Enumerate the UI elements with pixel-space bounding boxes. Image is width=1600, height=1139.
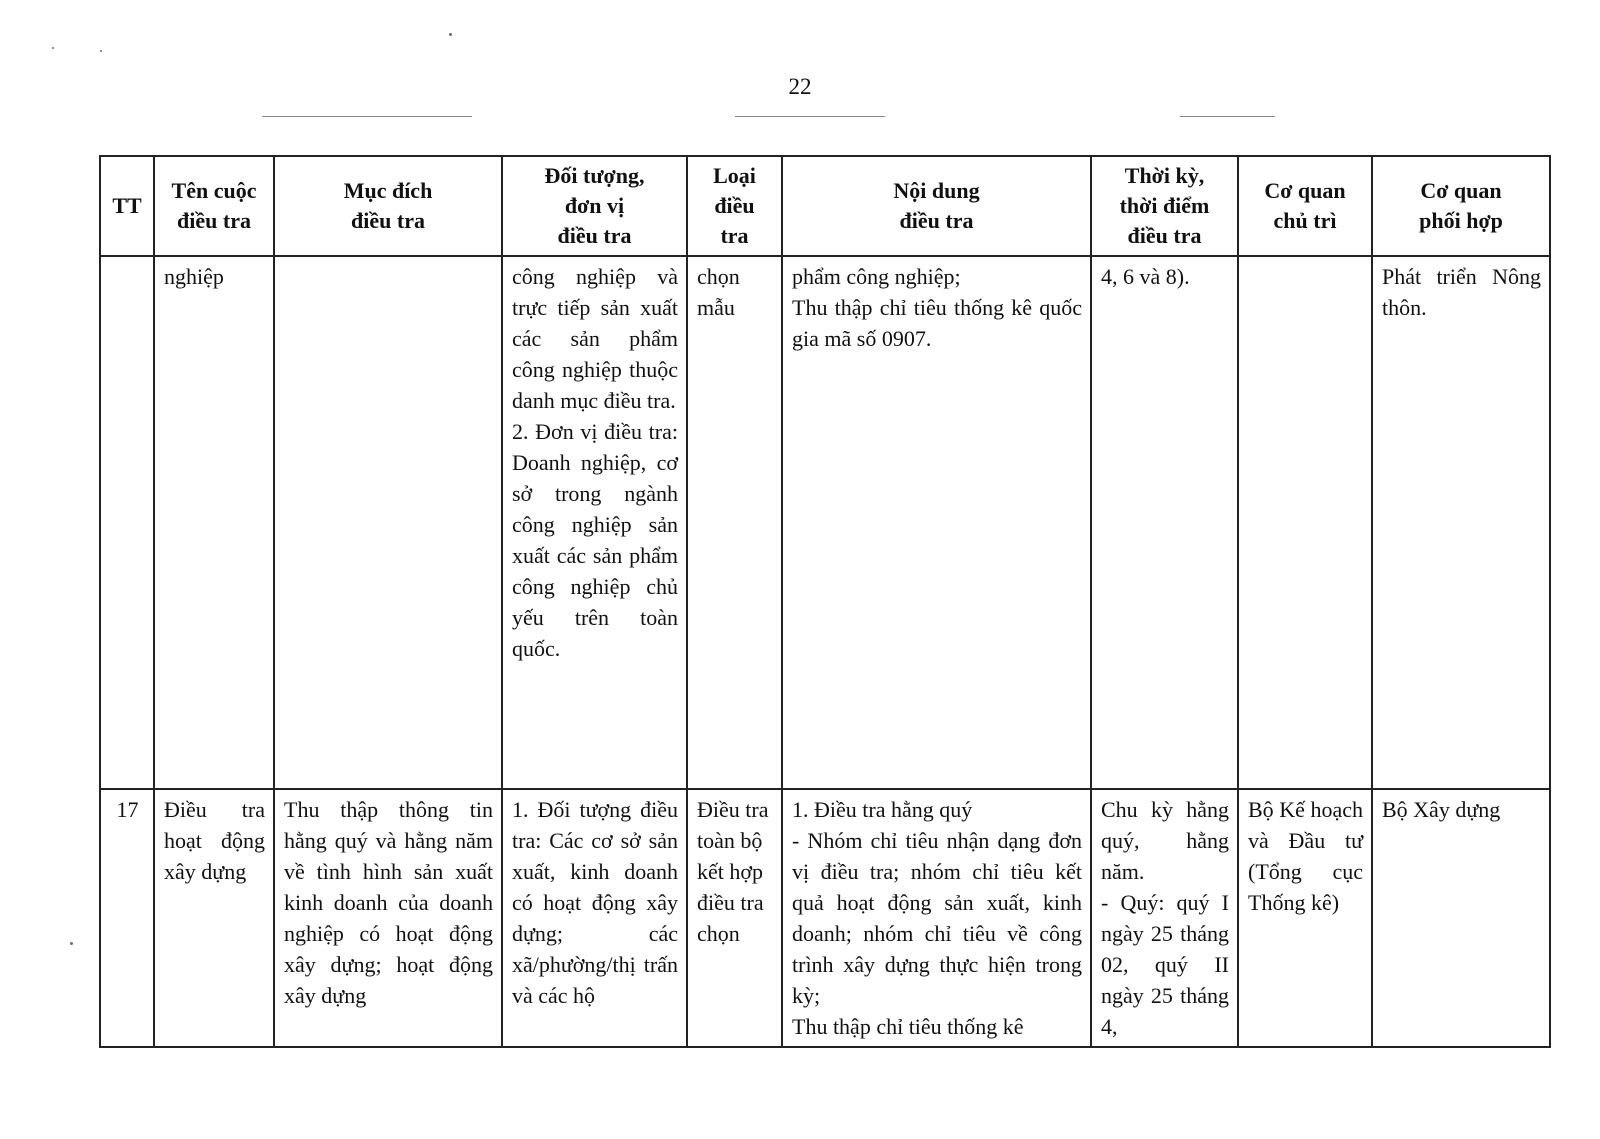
survey-table [99, 155, 1551, 1048]
scan-artifact [70, 942, 73, 945]
scan-artifact [735, 116, 885, 117]
content-paragraph: Thu thập chỉ tiêu thống kê [792, 1014, 1024, 1039]
cell-period: 4, 6 và 8). [1091, 256, 1238, 789]
table-row [100, 256, 1550, 789]
scan-artifact [262, 116, 472, 117]
header-period: Thời kỳ, thời điểm điều tra [1091, 156, 1238, 256]
header-partner-agency: Cơ quan phối hợp [1372, 156, 1550, 256]
cell-host-agency [1238, 256, 1372, 789]
header-type: Loại điều tra [687, 156, 782, 256]
content-paragraph: phẩm công nghiệp; [792, 264, 961, 289]
scan-artifact [100, 50, 102, 52]
page-number: 22 [788, 74, 812, 99]
cell-subject: 1. Đối tượng điều tra: Các cơ sở sản xuất, kinh doanh có hoạt động xây dựng; các xã/phường/thị trấn và các hộ [502, 789, 687, 1047]
period-paragraph: - Quý: quý I ngày 25 tháng 02, quý II ngày 25 tháng 4, [1101, 890, 1229, 1039]
cell-content [782, 789, 1091, 1047]
header-survey-name: Tên cuộc điều tra [154, 156, 274, 256]
content-paragraph: - Nhóm chỉ tiêu nhận dạng đơn vị điều tra; nhóm chỉ tiêu kết quả hoạt động sản xuất, kinh doanh; nhóm chỉ tiêu về công trình xây dựng thực hiện trong kỳ; [792, 828, 1082, 1008]
subject-paragraph: 2. Đơn vị điều tra: Doanh nghiệp, cơ sở trong ngành công nghiệp sản xuất các sản phẩm công nghiệp chủ yếu trên toàn quốc. [512, 419, 678, 661]
table-header-row [100, 156, 1550, 256]
header-content: Nội dung điều tra [782, 156, 1091, 256]
cell-subject [502, 256, 687, 789]
content-paragraph: 1. Điều tra hằng quý [792, 797, 973, 822]
cell-period [1091, 789, 1238, 1047]
cell-type: Điều tra toàn bộ kết hợp điều tra chọn [687, 789, 782, 1047]
content-paragraph: Thu thập chỉ tiêu thống kê quốc gia mã số 0907. [792, 295, 1082, 351]
cell-partner-agency: Phát triển Nông thôn. [1372, 256, 1550, 789]
scan-artifact [52, 47, 54, 49]
cell-survey-name: nghiệp [154, 256, 274, 789]
cell-tt [100, 256, 154, 789]
cell-host-agency: Bộ Kế hoạch và Đầu tư (Tổng cục Thống kê) [1238, 789, 1372, 1047]
cell-content [782, 256, 1091, 789]
scan-artifact [1180, 116, 1275, 117]
header-subject: Đối tượng, đơn vị điều tra [502, 156, 687, 256]
period-paragraph: Chu kỳ hằng quý, hằng năm. [1101, 797, 1229, 884]
header-tt: TT [100, 156, 154, 256]
cell-tt: 17 [100, 789, 154, 1047]
cell-purpose [274, 256, 502, 789]
cell-partner-agency: Bộ Xây dựng [1372, 789, 1550, 1047]
header-purpose: Mục đích điều tra [274, 156, 502, 256]
subject-paragraph: công nghiệp và trực tiếp sản xuất các sản phẩm công nghiệp thuộc danh mục điều tra. [512, 264, 678, 413]
cell-survey-name: Điều tra hoạt động xây dựng [154, 789, 274, 1047]
cell-purpose: Thu thập thông tin hằng quý và hằng năm về tình hình sản xuất kinh doanh của doanh nghiệp có hoạt động xây dựng; hoạt động xây dựng [274, 789, 502, 1047]
table-row [100, 789, 1550, 1047]
scan-artifact [449, 33, 452, 36]
header-host-agency: Cơ quan chủ trì [1238, 156, 1372, 256]
cell-type: chọn mẫu [687, 256, 782, 789]
